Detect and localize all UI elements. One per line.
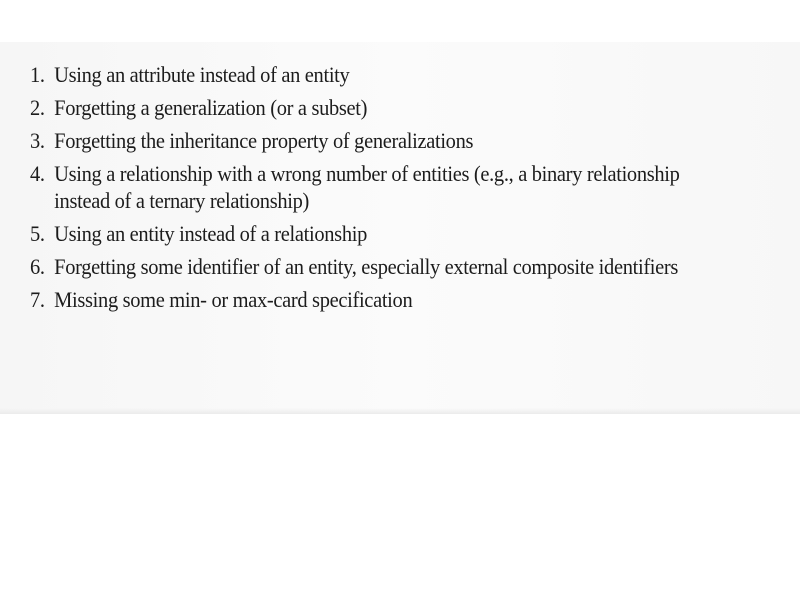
list-item-text: Using a relationship with a wrong number of entities (e.g., a binary relationship	[54, 161, 680, 186]
list-item-number: 7.	[30, 287, 45, 312]
list-item-number: 6.	[30, 254, 45, 279]
error-list	[30, 60, 760, 315]
list-item-text-continuation: instead of a ternary relationship)	[54, 188, 310, 213]
list-item	[30, 219, 709, 249]
list-item-text: Using an entity instead of a relationship	[54, 221, 367, 246]
list-item	[30, 159, 709, 216]
list-item-number: 4.	[30, 161, 45, 186]
list-item	[30, 60, 709, 90]
list-item	[30, 126, 709, 156]
list-item-number: 5.	[30, 221, 45, 246]
list-item-text: Forgetting some identifier of an entity, especially external composite identifiers	[54, 254, 679, 279]
list-item-number: 2.	[30, 95, 45, 120]
list-item-text: Missing some min- or max-card specification	[54, 287, 413, 312]
list-item-text: Using an attribute instead of an entity	[54, 62, 350, 87]
list-item	[30, 285, 709, 315]
list-item	[30, 252, 709, 282]
list-item-number: 3.	[30, 128, 45, 153]
list-item-text: Forgetting a generalization (or a subset)	[54, 95, 368, 120]
list-item	[30, 93, 709, 123]
list-item-number: 1.	[30, 62, 45, 87]
list-item-text: Forgetting the inheritance property of generalizations	[54, 128, 474, 153]
